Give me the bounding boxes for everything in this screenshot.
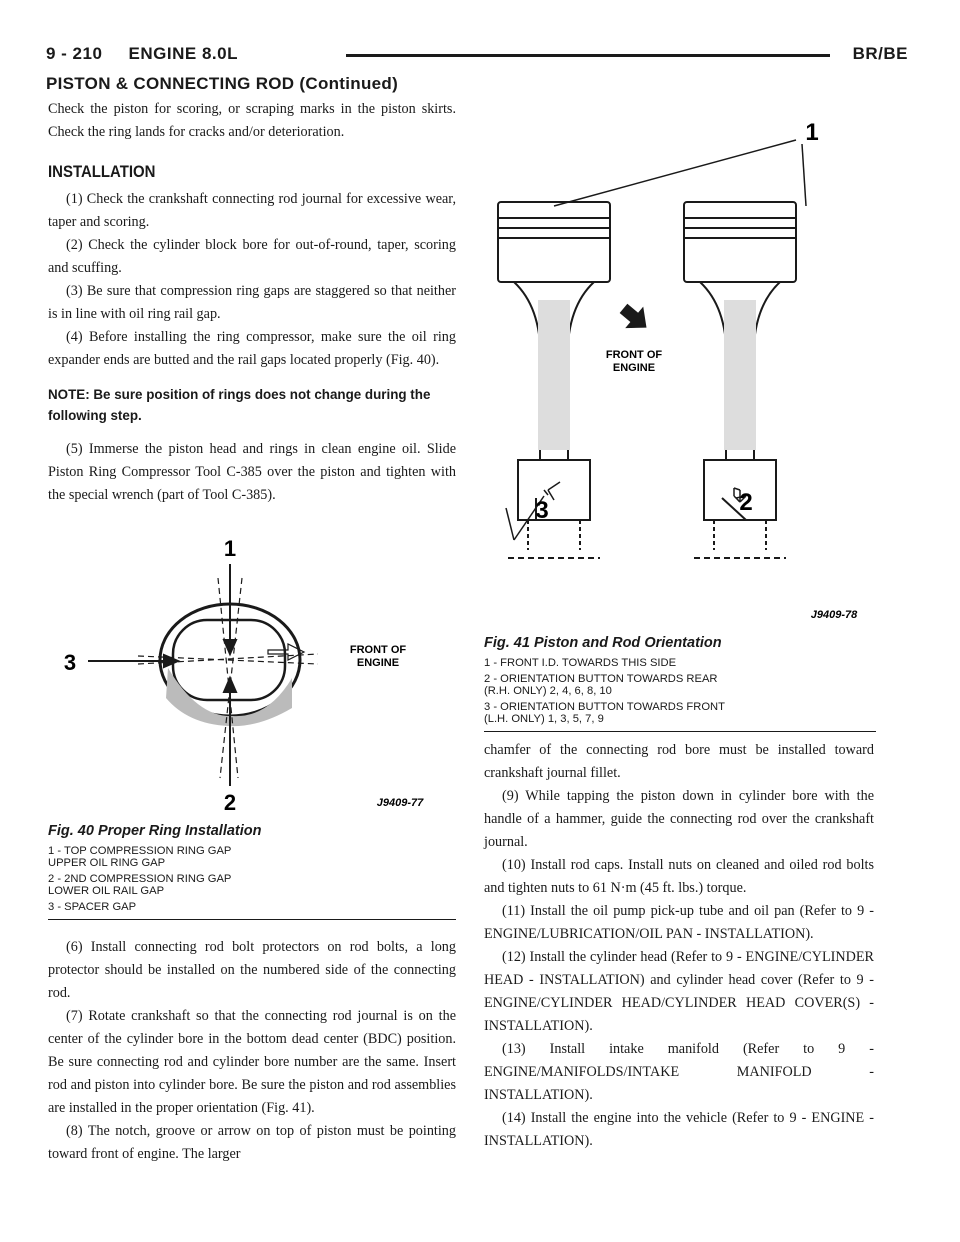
front-of-engine-label-1: FRONT OF [349, 644, 407, 656]
header-model: BR/BE [852, 44, 908, 63]
step-8-continued: chamfer of the connecting rod bore must be installed toward crankshaft journal fillet. [484, 742, 874, 781]
legend-rule [48, 919, 456, 920]
callout-2: 2 [739, 489, 753, 516]
legend-item-1: 1 - FRONT I.D. TOWARDS THIS SIDE [484, 657, 677, 669]
piston-left [498, 202, 610, 558]
figure-40-legend [48, 845, 456, 913]
callout-3: 3 [63, 650, 77, 675]
step-5: (5) Immerse the piston head and rings in clean engine oil. Slide Piston Ring Compressor Tool C-385 over the piston and tighten with the special wrench (part of Tool C-385). [48, 441, 456, 503]
header-page-number: 9 - 210 ENGINE 8.0L [46, 44, 238, 63]
step-14: (14) Install the engine into the vehicle (Refer to 9 - ENGINE - INSTALLATION). [484, 1110, 874, 1149]
section-title: PISTON & CONNECTING ROD (Continued) [46, 74, 399, 93]
callout-2: 2 [223, 790, 237, 815]
front-arrow-icon [615, 298, 656, 339]
figure-40-title: Fig. 40 Proper Ring Installation [48, 823, 262, 839]
step-1: (1) Check the crankshaft connecting rod journal for excessive wear, taper and scoring. [48, 191, 456, 230]
step-12: (12) Install the cylinder head (Refer to 9 - ENGINE/CYLINDER HEAD - INSTALLATION) and cylinder head cover (Refer to 9 - ENGINE/CYLINDER HEAD/CYLINDER HEAD COVER(S) - INSTALLATION). [484, 949, 874, 1034]
left-column-lower [48, 936, 456, 1166]
step-8: (8) The notch, groove or arrow on top of piston must be pointing toward front of engine. The larger [48, 1123, 456, 1162]
note: NOTE: Be sure position of rings does not change during the following step. [48, 387, 431, 423]
ring-installation-diagram [48, 528, 456, 818]
legend-rule [484, 731, 876, 732]
page-header [46, 36, 910, 76]
step-11: (11) Install the oil pump pick-up tube and oil pan (Refer to 9 - ENGINE/LUBRICATION/OIL PAN - INSTALLATION). [484, 903, 874, 942]
callout-1: 1 [805, 119, 819, 146]
left-column-upper [48, 98, 456, 507]
figure-41-title: Fig. 41 Piston and Rod Orientation [484, 635, 722, 651]
step-13: (13) Install intake manifold (Refer to 9 - ENGINE/MANIFOLDS/INTAKE MANIFOLD - INSTALLATION). [484, 1041, 874, 1103]
installation-heading: INSTALLATION [48, 162, 156, 181]
figure-41 [484, 110, 876, 732]
front-of-engine-label-2: ENGINE [612, 362, 656, 374]
legend-item-3: 3 - SPACER GAP [48, 901, 137, 913]
step-9: (9) While tapping the piston down in cylinder bore with the handle of a hammer, guide the connecting rod over the crankshaft journal. [484, 788, 874, 850]
step-10: (10) Install rod caps. Install nuts on cleaned and oiled rod bolts and tighten nuts to 61 N·m (45 ft. lbs.) torque. [484, 857, 874, 896]
legend-item-1: 1 - TOP COMPRESSION RING GAP UPPER OIL RING GAP [48, 845, 232, 869]
figure-40 [48, 528, 456, 920]
piston-rod-diagram [484, 110, 876, 630]
figure-code: J9409-77 [376, 797, 424, 809]
figure-code: J9409-78 [810, 609, 858, 621]
front-of-engine-label-1: FRONT OF [605, 349, 663, 361]
step-4: (4) Before installing the ring compressor, make sure the oil ring expander ends are butted and the rail gaps located properly (Fig. 40). [48, 329, 456, 368]
callout-1: 1 [223, 536, 237, 561]
callout-3: 3 [535, 497, 549, 524]
front-of-engine-label-2: ENGINE [356, 657, 400, 669]
paragraph-intro: Check the piston for scoring, or scraping marks in the piston skirts. Check the ring lands for cracks and/or deterioration. [48, 101, 456, 140]
step-7: (7) Rotate crankshaft so that the connecting rod journal is on the center of the cylinder bore in the bottom dead center (BDC) position. Be sure connecting rod and cylinder bore number are the same. Insert rod and piston into cylinder bore. Be sure the piston and rod assemblies are installed in the proper orientation (Fig. 41). [48, 1008, 456, 1116]
right-column [484, 739, 874, 1153]
figure-41-legend [484, 657, 876, 725]
header-rule [346, 54, 830, 57]
step-2: (2) Check the cylinder block bore for out-of-round, taper, scoring and scuffing. [48, 237, 456, 276]
legend-item-2: 2 - ORIENTATION BUTTON TOWARDS REAR (R.H. ONLY) 2, 4, 6, 8, 10 [484, 673, 718, 697]
step-6: (6) Install connecting rod bolt protectors on rod bolts, a long protector should be installed on the numbered side of the connecting rod. [48, 939, 456, 1001]
step-3: (3) Be sure that compression ring gaps are staggered so that neither is in line with oil ring rail gap. [48, 283, 456, 322]
legend-item-2: 2 - 2ND COMPRESSION RING GAP LOWER OIL RAIL GAP [48, 873, 232, 897]
legend-item-3: 3 - ORIENTATION BUTTON TOWARDS FRONT (L.H. ONLY) 1, 3, 5, 7, 9 [484, 701, 725, 725]
